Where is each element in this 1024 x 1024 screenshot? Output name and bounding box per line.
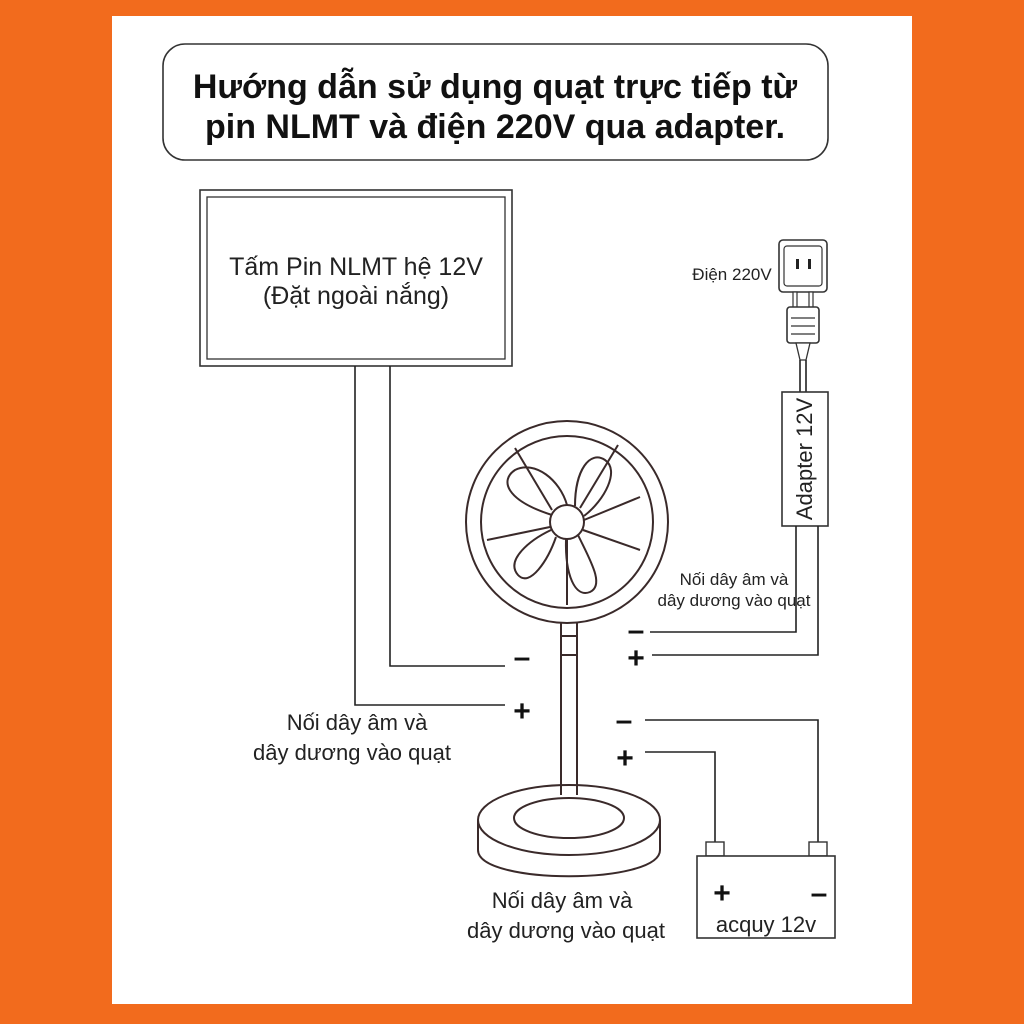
battery-note-line-1: Nối dây âm và (491, 888, 633, 913)
adapter-label: Adapter 12V (792, 397, 817, 521)
battery-wire-negative (645, 720, 818, 842)
solar-panel-label: Tấm Pin NLMT hệ 12V (229, 253, 483, 281)
battery-minus-sign: – (615, 704, 633, 737)
adapter-note-line-1: Nối dây âm và (679, 570, 789, 589)
solar-plus-sign: + (513, 695, 531, 728)
battery-plus-sign: + (616, 742, 634, 775)
title-line-1: Hướng dẫn sử dụng quạt trực tiếp từ (192, 68, 798, 106)
battery-plus-terminal: + (713, 877, 731, 910)
solar-minus-sign: – (513, 641, 531, 674)
solar-wire-negative (390, 366, 505, 666)
title-box (163, 44, 828, 160)
solar-panel-box (200, 190, 512, 366)
solar-panel-sublabel: (Đặt ngoài nắng) (262, 282, 450, 310)
power-source-label: Điện 220V (692, 265, 772, 284)
wall-outlet-icon (779, 240, 827, 292)
adapter-minus-sign: – (627, 614, 645, 647)
adapter-plus-sign: + (627, 642, 645, 675)
battery-wire-positive (645, 752, 715, 842)
mains-cord (800, 360, 806, 392)
title-line-2: pin NLMT và điện 220V qua adapter. (204, 108, 786, 146)
battery-label: acquy 12v (715, 912, 817, 937)
solar-note-line-2: dây dương vào quạt (253, 740, 451, 765)
battery-minus-terminal: – (810, 877, 828, 910)
battery-note-line-2: dây dương vào quạt (467, 918, 665, 943)
adapter-box (782, 392, 828, 526)
adapter-note-line-2: dây dương vào quạt (657, 591, 811, 610)
solar-note-line-1: Nối dây âm và (286, 710, 428, 735)
battery-box (697, 842, 835, 938)
plug-icon (787, 292, 819, 360)
